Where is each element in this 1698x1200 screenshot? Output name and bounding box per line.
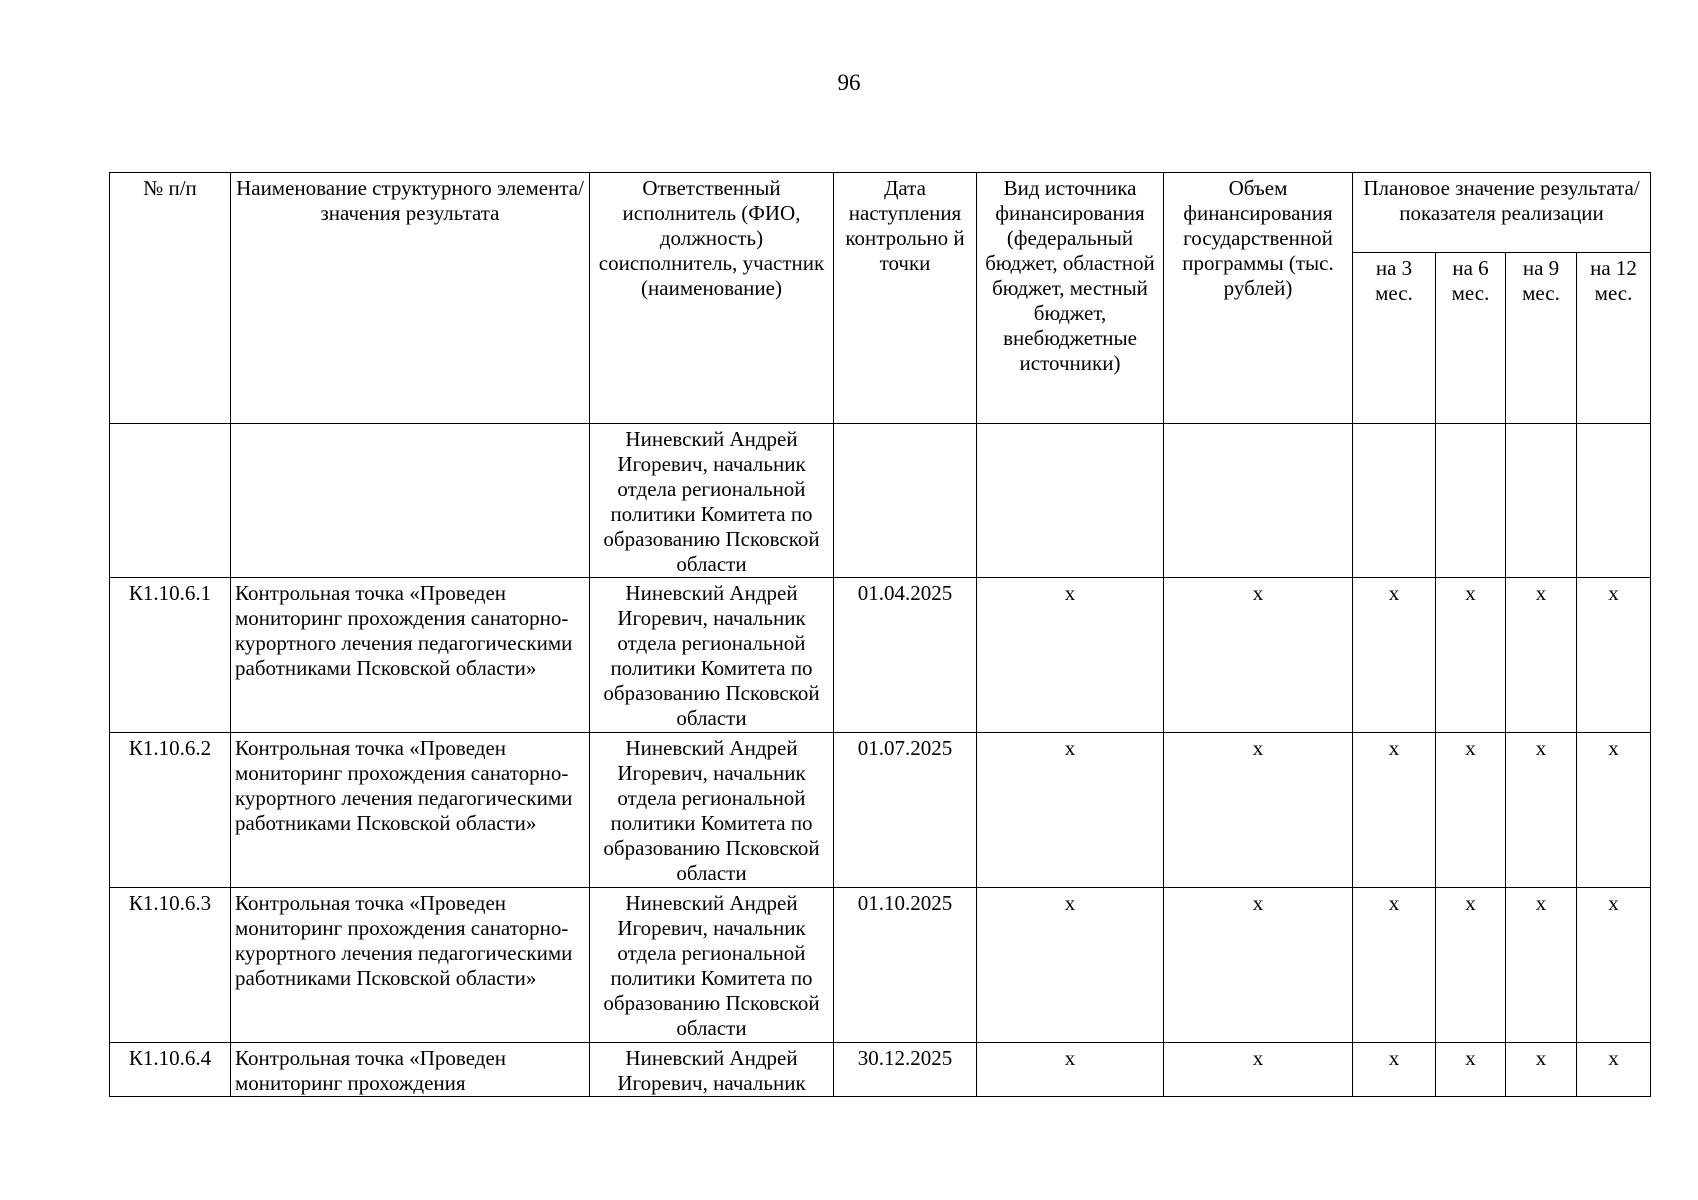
cell-num [110, 424, 231, 578]
cell-m9: х [1506, 1043, 1577, 1097]
cell-m9: х [1506, 733, 1577, 888]
cell-source: х [977, 888, 1164, 1043]
header-m3: на 3 мес. [1353, 253, 1436, 424]
header-num: № п/п [110, 173, 231, 424]
table-row [110, 733, 1651, 888]
header-volume: Объем финансирования государственной программы (тыс. рублей) [1164, 173, 1353, 424]
cell-volume: х [1164, 578, 1353, 733]
header-m9: на 9 мес. [1506, 253, 1577, 424]
cell-m6: х [1436, 1043, 1506, 1097]
cell-num: К1.10.6.4 [110, 1043, 231, 1097]
cell-m6: х [1436, 733, 1506, 888]
cell-m9 [1506, 424, 1577, 578]
header-m12: на 12 мес. [1577, 253, 1651, 424]
header-m6: на 6 мес. [1436, 253, 1506, 424]
cell-num: К1.10.6.3 [110, 888, 231, 1043]
cell-responsible: Ниневский Андрей Игоревич, начальник отдела региональной политики Комитета по образованию Псковской области [590, 733, 834, 888]
cell-volume: х [1164, 733, 1353, 888]
cell-m9: х [1506, 888, 1577, 1043]
cell-responsible: Ниневский Андрей Игоревич, начальник отдела региональной политики Комитета по образованию Псковской области [590, 424, 834, 578]
cell-source: х [977, 733, 1164, 888]
cell-m3: х [1353, 578, 1436, 733]
cell-responsible: Ниневский Андрей Игоревич, начальник отдела региональной политики Комитета по образованию Псковской области [590, 888, 834, 1043]
cell-name [231, 424, 590, 578]
cell-date [834, 424, 977, 578]
table-row [110, 1043, 1651, 1097]
cell-date: 01.04.2025 [834, 578, 977, 733]
header-source: Вид источника финансирования (федеральный бюджет, областной бюджет, местный бюджет, внебюджетные источники) [977, 173, 1164, 424]
cell-source: х [977, 578, 1164, 733]
cell-name: Контрольная точка «Проведен мониторинг прохождения [231, 1043, 590, 1097]
cell-name: Контрольная точка «Проведен мониторинг прохождения санаторно-курортного лечения педагогическими работниками Псковской области» [231, 578, 590, 733]
cell-m3: х [1353, 1043, 1436, 1097]
cell-name: Контрольная точка «Проведен мониторинг прохождения санаторно-курортного лечения педагогическими работниками Псковской области» [231, 733, 590, 888]
cell-date: 01.07.2025 [834, 733, 977, 888]
cell-source [977, 424, 1164, 578]
cell-m6 [1436, 424, 1506, 578]
cell-m3: х [1353, 888, 1436, 1043]
cell-volume: х [1164, 1043, 1353, 1097]
cell-m3: х [1353, 733, 1436, 888]
cell-m6: х [1436, 578, 1506, 733]
cell-m3 [1353, 424, 1436, 578]
control-points-table [109, 172, 1651, 1097]
cell-source: х [977, 1043, 1164, 1097]
table-row [110, 578, 1651, 733]
cell-volume [1164, 424, 1353, 578]
header-date: Дата наступления контрольно й точки [834, 173, 977, 424]
cell-m12: х [1577, 1043, 1651, 1097]
cell-responsible: Ниневский Андрей Игоревич, начальник отдела региональной политики Комитета по образованию Псковской области [590, 578, 834, 733]
page-number: 96 [837, 70, 861, 95]
cell-m12: х [1577, 733, 1651, 888]
table-row-continuation [110, 424, 1651, 578]
header-name: Наименование структурного элемента/ значения результата [231, 173, 590, 424]
cell-volume: х [1164, 888, 1353, 1043]
cell-m9: х [1506, 578, 1577, 733]
cell-date: 30.12.2025 [834, 1043, 977, 1097]
cell-m12: х [1577, 578, 1651, 733]
cell-date: 01.10.2025 [834, 888, 977, 1043]
cell-num: К1.10.6.2 [110, 733, 231, 888]
cell-m6: х [1436, 888, 1506, 1043]
table-row [110, 888, 1651, 1043]
header-planned: Плановое значение результата/показателя реализации [1353, 173, 1651, 253]
cell-num: К1.10.6.1 [110, 578, 231, 733]
cell-name: Контрольная точка «Проведен мониторинг прохождения санаторно-курортного лечения педагогическими работниками Псковской области» [231, 888, 590, 1043]
cell-responsible: Ниневский Андрей Игоревич, начальник [590, 1043, 834, 1097]
cell-m12 [1577, 424, 1651, 578]
header-responsible: Ответственный исполнитель (ФИО, должность) соисполнитель, участник (наименование) [590, 173, 834, 424]
cell-m12: х [1577, 888, 1651, 1043]
